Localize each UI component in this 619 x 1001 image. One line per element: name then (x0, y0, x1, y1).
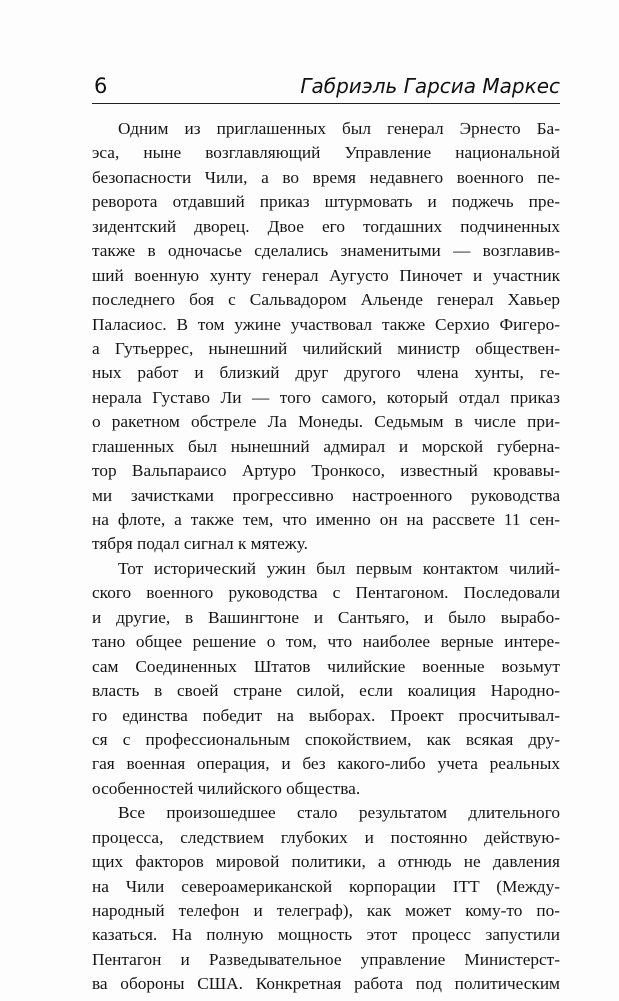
header-rule (92, 103, 560, 104)
paragraph (92, 557, 560, 801)
running-head-author: Габриэль Гарсиа Маркес (300, 74, 560, 98)
text-line: на Чили североамериканской корпорации ITT (Между- (92, 876, 560, 896)
text-line: Пентагон и Разведывательное управление Министерст- (92, 949, 560, 969)
text-line: реворота отдавший приказ штурмовать и поджечь пре- (92, 192, 560, 212)
text-line: также в одночасье сделались знаменитыми — возглавив- (92, 241, 560, 261)
paragraph (92, 801, 560, 997)
text-line: ского военного руководства с Пентагоном. Последовали (92, 583, 560, 603)
text-line: сам Соединенных Штатов чилийские военные возьмут (92, 656, 560, 676)
text-line: на флоте, а также тем, что именно он на рассвете 11 сен- (92, 510, 560, 529)
text-line: ми зачистками прогрессивно настроенного руководства (92, 485, 560, 505)
text-line: го единства победит на выборах. Проект просчитывал- (92, 705, 560, 725)
text-line: эса, ныне возглавляющий Управление национальной (92, 143, 560, 163)
text-line: власть в своей стране силой, если коалиция Народно- (92, 681, 560, 701)
text-line: тября подал сигнал к мятежу. (92, 534, 308, 554)
text-line: тано общее решение о том, что наиболее верные интере- (92, 632, 560, 652)
text-line: последнего боя с Сальвадором Альенде генерал Хавьер (92, 290, 560, 310)
body-text (92, 117, 560, 997)
text-line: ных работ и близкий друг другого члена хунты, ге- (92, 363, 560, 383)
text-line: глашенных был нынешний адмирал и морской губерна- (92, 436, 560, 456)
text-line: о ракетном обстреле Ла Монеды. Седьмым в числе при- (92, 412, 560, 432)
text-line: народный телефон и телеграф), как может кому-то по- (92, 901, 560, 920)
text-line: Одним из приглашенных был генерал Эрнесто Ба- (118, 119, 560, 138)
text-line: тор Вальпараисо Артуро Тронкосо, известный кровавы- (92, 461, 560, 481)
text-line: и другие, в Вашингтоне и Сантьяго, и было вырабо- (92, 607, 560, 627)
text-line: особенностей чилийского общества. (92, 778, 361, 798)
page-header (92, 72, 560, 104)
page-number: 6 (94, 74, 108, 98)
text-line: Паласиос. В том ужине участвовал также Серхио Фигеро- (92, 314, 560, 334)
text-line: ва обороны США. Конкретная работа под политическим (92, 974, 560, 994)
text-line: щих факторов мировой политики, а отнюдь не давления (92, 852, 560, 872)
text-line: безопасности Чили, а во время недавнего военного пе- (92, 167, 560, 187)
text-line: а Гутьеррес, нынешний чилийский министр обществен- (92, 338, 560, 358)
text-line: казаться. На полную мощность этот процесс запустили (92, 925, 560, 945)
paragraph (92, 117, 560, 557)
text-line: Тот исторический ужин был первым контактом чилий- (118, 558, 560, 578)
text-line: ший военную хунту генерал Аугусто Пиночет и участник (92, 265, 560, 285)
text-line: Все произошедшее стало результатом длительного (118, 803, 560, 823)
text-line: гая военная операция, и без какого-либо учета реальных (92, 754, 560, 774)
text-line: зидентский дворец. Двое его тогдашних подчиненных (92, 216, 560, 236)
text-line: процесса, следствием глубоких и постоянно действую- (92, 827, 560, 847)
text-line: нерала Густаво Ли — того самого, который отдал приказ (92, 387, 560, 407)
text-line: ся с профессиональным спокойствием, как всякая дру- (92, 729, 560, 749)
